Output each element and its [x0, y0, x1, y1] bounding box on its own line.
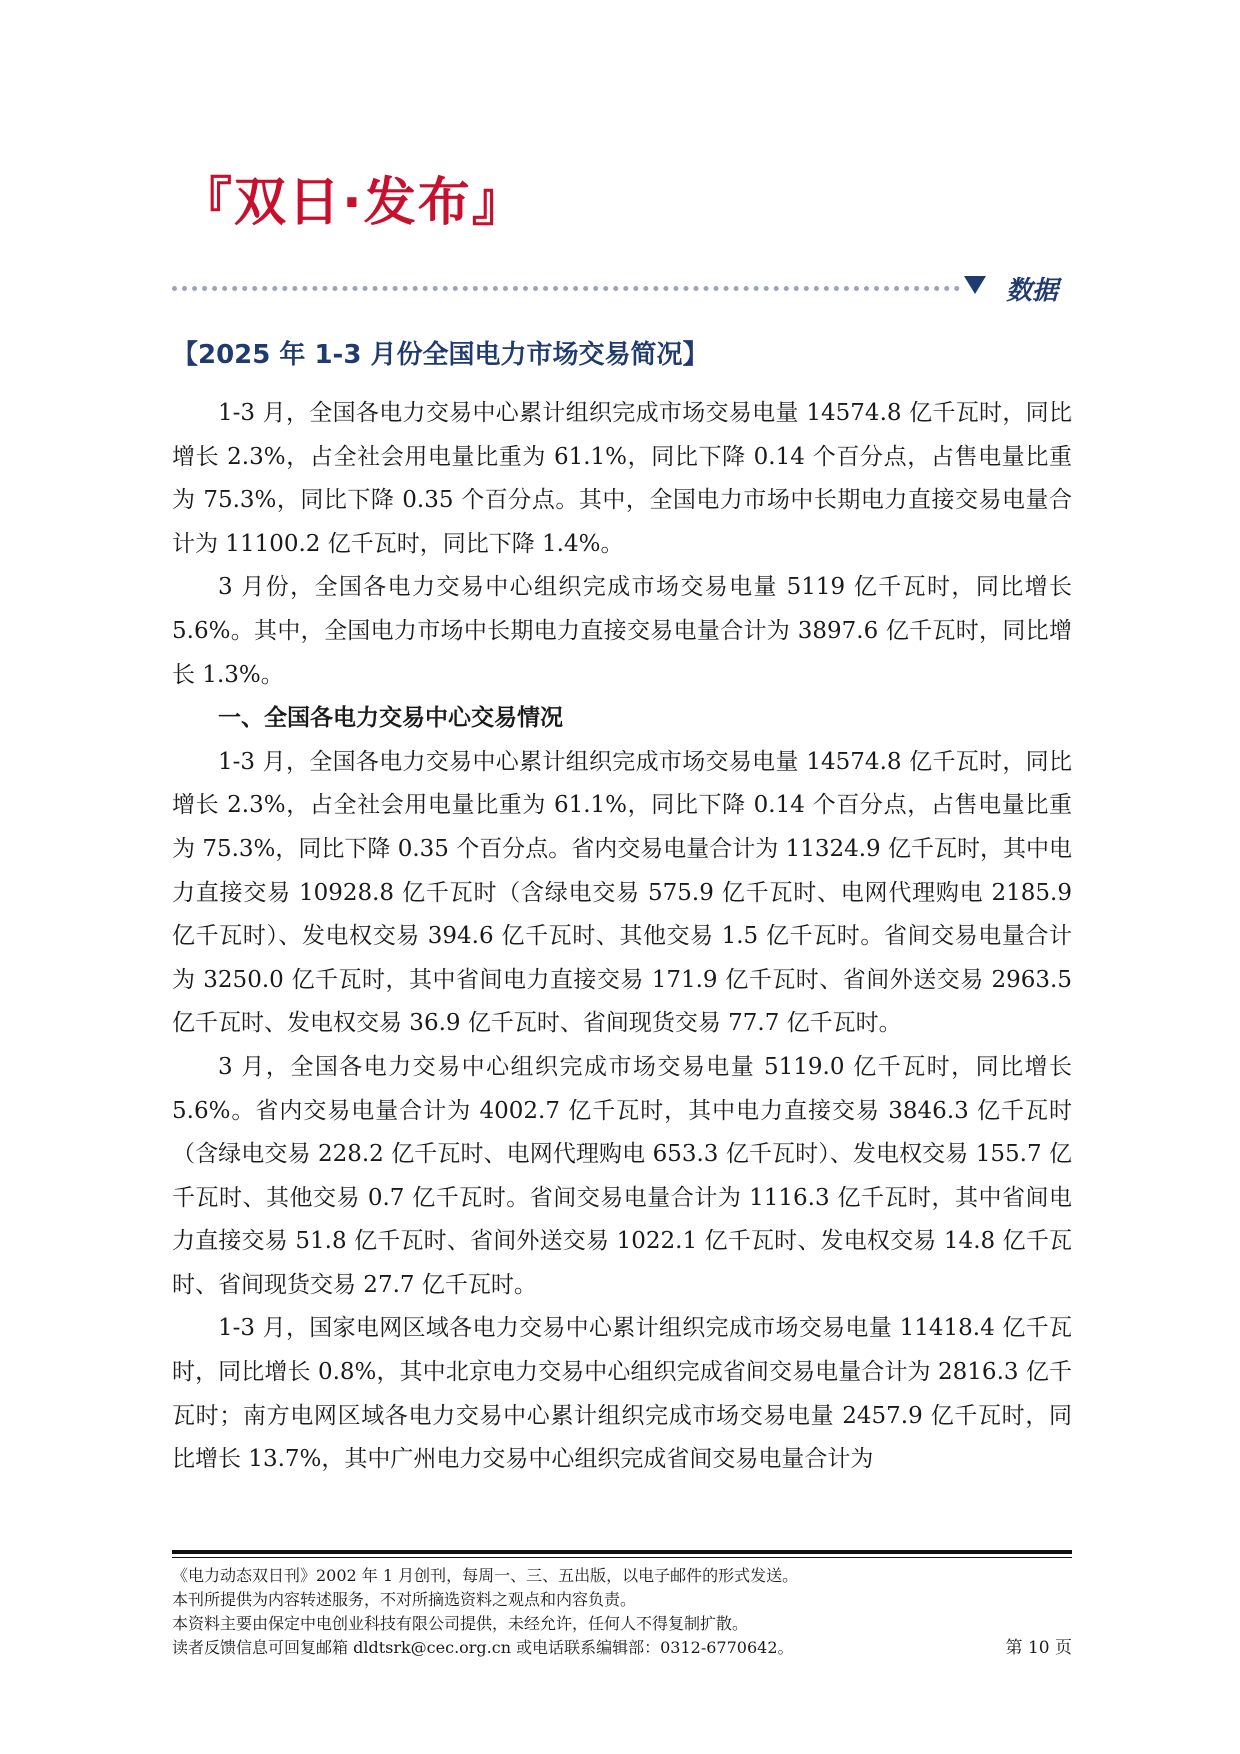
paragraph: 1-3 月，全国各电力交易中心累计组织完成市场交易电量 14574.8 亿千瓦时，同比增长 2.3%，占全社会用电量比重为 61.1%，同比下降 0.14 个百分点，占售电量比重为 75.3%，同比下降 0.35 个百分点。其中，全国电力市场中长期电力直接交易电量合计为 11100.2 亿千瓦时，同比下降 1.4%。 [172, 400, 1072, 557]
footer-line: 本刊所提供为内容转述服务，不对所摘选资料之观点和内容负责。 [172, 1590, 637, 1609]
section-label: 数据 [1006, 276, 1059, 306]
page-footer [172, 1550, 1072, 1660]
paragraph: 3 月份，全国各电力交易中心组织完成市场交易电量 5119 亿千瓦时，同比增长 5.6%。其中，全国电力市场中长期电力直接交易电量合计为 3897.6 亿千瓦时，同比增长 1.3%。 [172, 574, 1072, 688]
footer-notes [172, 1564, 1072, 1660]
subheading: 一、全国各电力交易中心交易情况 [218, 705, 563, 732]
paragraph: 3 月，全国各电力交易中心组织完成市场交易电量 5119.0 亿千瓦时，同比增长 5.6%。省内交易电量合计为 4002.7 亿千瓦时，其中电力直接交易 3846.3 亿千瓦时（含绿电交易 228.2 亿千瓦时、电网代理购电 653.3 亿千瓦时）、发电权交易 155.7 亿千瓦时、其他交易 0.7 亿千瓦时。省间交易电量合计为 1116.3 亿千瓦时，其中省间电力直接交易 51.8 亿千瓦时、省间外送交易 1022.1 亿千瓦时、发电权交易 14.8 亿千瓦时、省间现货交易 27.7 亿千瓦时。 [172, 1053, 1072, 1298]
footer-last-row [172, 1636, 1072, 1660]
page-number: 第 10 页 [1005, 1638, 1072, 1658]
article-body [172, 392, 1072, 1482]
paragraph: 1-3 月，国家电网区域各电力交易中心累计组织完成市场交易电量 11418.4 亿千瓦时，同比增长 0.8%，其中北京电力交易中心组织完成省间交易电量合计为 2816.3 亿千瓦时；南方电网区域各电力交易中心累计组织完成市场交易电量 2457.9 亿千瓦时，同比增长 13.7%，其中广州电力交易中心组织完成省间交易电量合计为 [172, 1315, 1072, 1473]
footer-divider [172, 1550, 1072, 1554]
page-title: 『双日·发布』 [180, 173, 526, 233]
footer-line: 本资料主要由保定中电创业科技有限公司提供，未经允许，任何人不得复制扩散。 [172, 1614, 749, 1633]
dotted-divider [172, 286, 960, 291]
section-header-bar [172, 272, 1072, 306]
article-title: 【2025 年 1-3 月份全国电力市场交易简况】 [172, 340, 709, 370]
paragraph: 1-3 月，全国各电力交易中心累计组织完成市场交易电量 14574.8 亿千瓦时，同比增长 2.3%，占全社会用电量比重为 61.1%，同比下降 0.14 个百分点，占售电量比重为 75.3%，同比下降 0.35 个百分点。省内交易电量合计为 11324.9 亿千瓦时，其中电力直接交易 10928.8 亿千瓦时（含绿电交易 575.9 亿千瓦时、电网代理购电 2185.9 亿千瓦时）、发电权交易 394.6 亿千瓦时、其他交易 1.5 亿千瓦时。省间交易电量合计为 3250.0 亿千瓦时，其中省间电力直接交易 171.9 亿千瓦时、省间外送交易 2963.5 亿千瓦时、发电权交易 36.9 亿千瓦时、省间现货交易 77.7 亿千瓦时。 [172, 748, 1072, 1037]
footer-line: 读者反馈信息可回复邮箱 dldtsrk@cec.org.cn 或电话联系编辑部：0312-6770642。 [172, 1638, 794, 1657]
footer-divider-thin [172, 1557, 1072, 1558]
footer-line: 《电力动态双日刊》2002 年 1 月创刊，每周一、三、五出版，以电子邮件的形式发送。 [172, 1566, 799, 1585]
triangle-down-icon [964, 276, 986, 294]
